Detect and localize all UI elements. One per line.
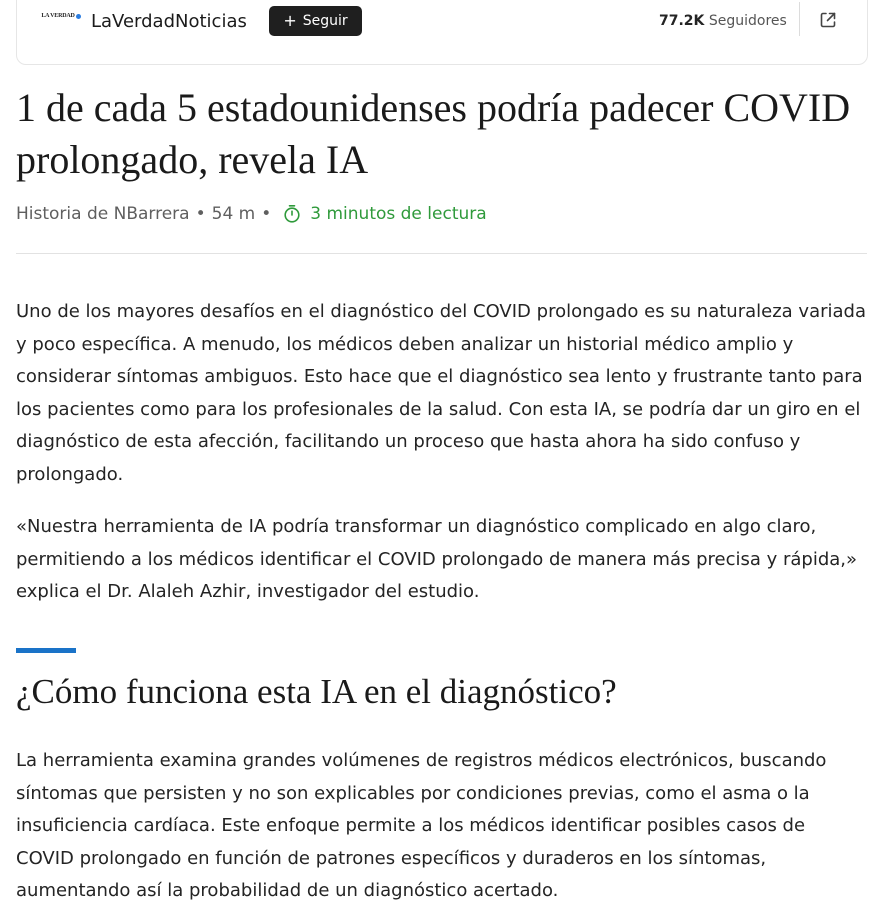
title-divider — [16, 253, 867, 254]
section-paragraph: La herramienta examina grandes volúmenes de registros médicos electrónicos, buscando síntomas que persisten y no son explicables por condiciones previas, como el asma o la insuficiencia cardíaca. Este enfoque permite a los médicos identificar posibles casos de COVID prolongado en función de patrones específicos y duraderos en los síntomas, aumentando así la probabilidad de un diagnóstico acertado. — [16, 750, 827, 901]
followers-count — [659, 13, 787, 29]
read-time: 3 minutos de lectura — [310, 204, 487, 224]
byline-separator: • — [195, 204, 206, 224]
section-heading: ¿Cómo funciona esta IA en el diagnóstico? — [16, 672, 617, 711]
follow-button[interactable] — [269, 6, 362, 36]
article-paragraph-2: «Nuestra herramienta de IA podría transformar un diagnóstico complicado en algo claro, permitiendo a los médicos identificar el COVID prolongado de manera más precisa y rápida,» explica el Dr. Alaleh Azhir, investigador del estudio. — [16, 516, 858, 602]
article-paragraph-1: Uno de los mayores desafíos en el diagnóstico del COVID prolongado es su naturaleza variada y poco específica. A menudo, los médicos deben analizar un historial médico amplio y considerar síntomas ambiguos. Esto hace que el diagnóstico sea lento y frustrante tanto para los pacientes como para los profesionales de la salud. Con esta IA, se podría dar un giro en el diagnóstico de esta afección, facilitando un proceso que hasta ahora ha sido confuso y prolongado. — [16, 301, 866, 485]
publisher-logo[interactable] — [41, 5, 81, 27]
followers-label: Seguidores — [708, 13, 787, 29]
publisher-name[interactable]: LaVerdadNoticias — [91, 11, 247, 32]
followers-number: 77.2K — [659, 13, 705, 29]
follow-button-label: Seguir — [302, 13, 348, 29]
external-link-icon[interactable] — [818, 10, 838, 30]
byline-separator: • — [261, 204, 272, 224]
article-title: 1 de cada 5 estadounidenses podría padecer COVID prolongado, revela IA — [16, 85, 851, 182]
section-accent-bar — [16, 648, 76, 653]
header-divider — [799, 2, 800, 36]
article-byline — [16, 204, 487, 224]
stopwatch-icon — [282, 204, 302, 224]
byline-age: 54 m — [211, 204, 256, 224]
publisher-logo-text: LA VERDAD — [41, 13, 75, 19]
publisher-bar — [16, 0, 868, 65]
publisher-logo-dot — [76, 14, 81, 19]
plus-icon: + — [283, 11, 297, 30]
byline-author[interactable]: Historia de NBarrera — [16, 204, 190, 224]
